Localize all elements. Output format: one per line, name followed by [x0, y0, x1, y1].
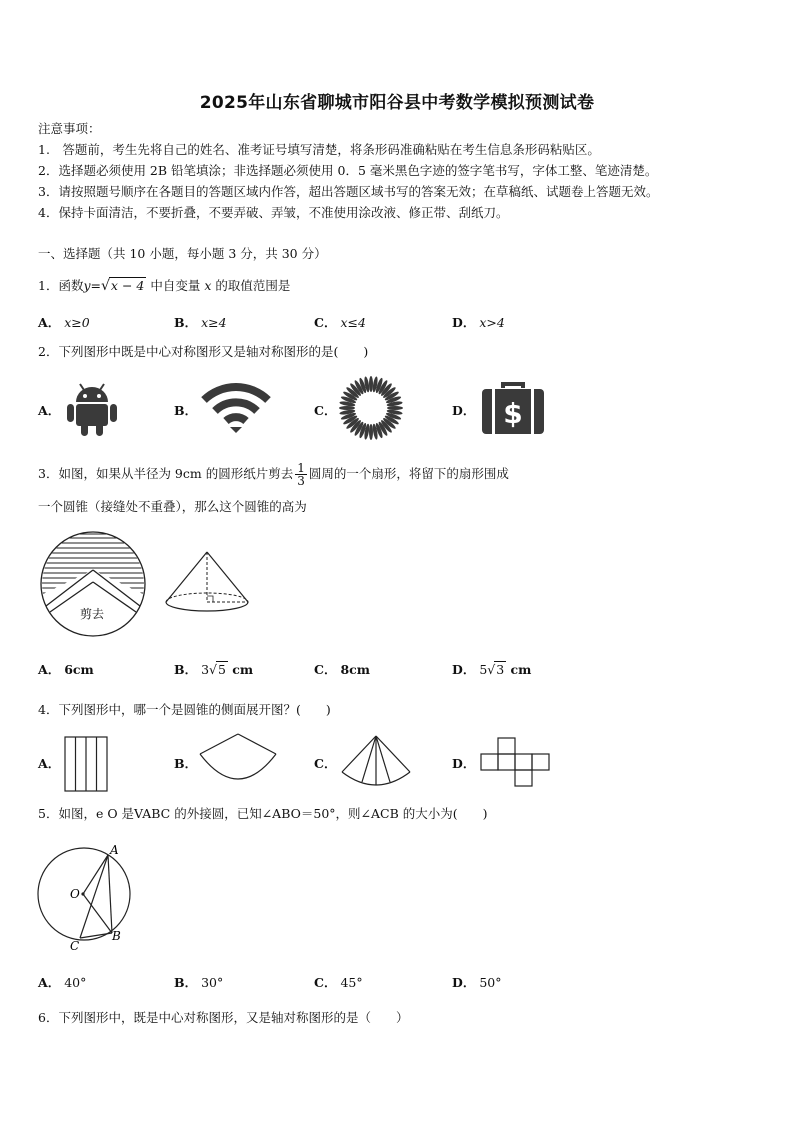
q5-option-c[interactable]: C． 45° — [314, 975, 363, 990]
q4-option-b-letter[interactable]: B． — [174, 756, 198, 771]
q1-option-c[interactable]: C． x≤4 — [314, 315, 366, 330]
petal — [387, 406, 403, 410]
q5-option-d[interactable]: D． 50° — [452, 975, 502, 990]
notice-item-1: 1. 答题前，考生先将自己的姓名、准考证号填写清楚，将条形码准确粘贴在考生信息条形码粘贴区。 — [38, 142, 600, 157]
dollar-briefcase-icon — [480, 380, 546, 436]
cut-label: 剪去 — [80, 607, 105, 621]
question-5-stem: 5．如图，e O 是VABC 的外接圆，已知∠ABO＝50°，则∠ACB 的大小为( ) — [38, 806, 488, 821]
q1-post2: 的取值范围是 — [215, 278, 291, 293]
q3-option-d[interactable]: D． 5√3 cm — [452, 662, 532, 677]
q1-radicand: x − 4 — [110, 278, 145, 293]
cube-net-figure — [480, 738, 552, 788]
question-2-stem: 2．下列图形中既是中心对称图形又是轴对称图形的是( ) — [38, 344, 369, 359]
q4-option-c-letter[interactable]: C． — [314, 756, 337, 771]
notice-heading: 注意事项： — [38, 121, 101, 136]
q2-option-c-letter[interactable]: C． — [314, 403, 337, 418]
dollar-sign: $ — [503, 397, 523, 430]
q3-option-b[interactable]: B． 3√5 cm — [174, 662, 254, 677]
label-o: O — [70, 887, 80, 901]
notice-item-2: 2．选择题必须使用 2B 铅笔填涂；非选择题必须使用 0．5 毫米黑色字迹的签字笔书写，字体工整、笔迹清楚。 — [38, 163, 658, 178]
q3-option-a[interactable]: A． 6cm — [38, 662, 94, 677]
q1-func: y= — [83, 278, 101, 293]
q2-option-a-letter[interactable]: A． — [38, 403, 61, 418]
q5-option-a[interactable]: A． 40° — [38, 975, 87, 990]
petal — [369, 376, 373, 392]
q3-pre: 3．如图，如果从半径为 9cm 的圆形纸片剪去 — [38, 466, 294, 481]
rectangle-strips-figure — [64, 736, 108, 792]
q3-post: 圆周的一个扇形，将留下的扇形围成 — [308, 466, 509, 481]
question-3-line2: 一个圆锥（接缝处不重叠），那么这个圆锥的高为 — [38, 499, 307, 514]
q1-var: x — [204, 278, 212, 293]
question-1-stem — [38, 277, 290, 294]
notice-item-4: 4．保持卡面清洁，不要折叠，不要弄破、弄皱，不准使用涂改液、修正带、刮纸刀。 — [38, 205, 509, 220]
radical-sign: √ — [101, 278, 110, 294]
petal — [339, 406, 355, 410]
q3-fraction: $\frac{1}{3}$ — [297, 461, 305, 488]
q2-option-d-letter[interactable]: D． — [452, 403, 476, 418]
section-heading: 一、选择题（共 10 小题，每小题 3 分，共 30 分） — [38, 246, 327, 261]
q1-option-b[interactable]: B． x≥4 — [174, 315, 227, 330]
q1-option-d[interactable]: D． x>4 — [452, 315, 505, 330]
petal — [369, 424, 373, 440]
q1-post: 中自变量 — [150, 278, 201, 293]
sunflower-ring-icon — [336, 375, 406, 441]
cut-circle-figure — [38, 530, 148, 646]
q5-option-b[interactable]: B． 30° — [174, 975, 224, 990]
q1-option-a[interactable]: A． x≥0 — [38, 315, 90, 330]
label-c: C — [70, 939, 80, 953]
page-title: 2025年山东省聊城市阳谷县中考数学模拟预测试卷 — [199, 93, 595, 113]
sector-figure — [198, 732, 278, 788]
cone-figure — [162, 550, 252, 616]
label-b: B — [112, 929, 121, 943]
question-3-stem — [38, 462, 509, 487]
wifi-icon — [202, 380, 270, 434]
q4-option-a-letter[interactable]: A． — [38, 756, 61, 771]
pyramid-figure — [340, 734, 412, 792]
circumcircle-figure — [36, 842, 140, 954]
question-6-stem: 6．下列图形中，既是中心对称图形，又是轴对称图形的是（ ） — [38, 1010, 409, 1025]
android-robot-icon — [64, 378, 120, 438]
question-4-stem: 4．下列图形中，哪一个是圆锥的侧面展开图？( ) — [38, 702, 331, 717]
q2-option-b-letter[interactable]: B． — [174, 403, 198, 418]
q3-option-c[interactable]: C． 8cm — [314, 662, 370, 677]
q4-option-d-letter[interactable]: D． — [452, 756, 476, 771]
label-a: A — [110, 843, 119, 857]
notice-item-3: 3．请按照题号顺序在各题目的答题区域内作答，超出答题区域书写的答案无效；在草稿纸、试题卷上答题无效。 — [38, 184, 659, 199]
q1-pre: 1．函数 — [38, 278, 84, 293]
